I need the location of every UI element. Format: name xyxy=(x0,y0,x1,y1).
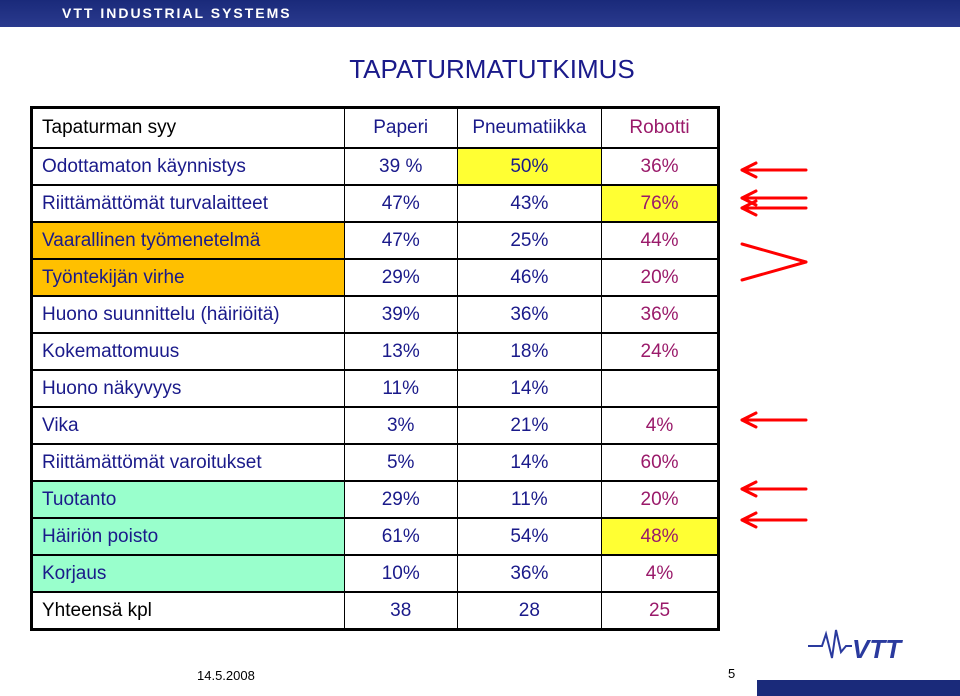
cell-pneumatiikka: 25% xyxy=(457,222,601,259)
cell-paperi: 47% xyxy=(344,222,457,259)
cell-paperi: 39% xyxy=(344,296,457,333)
row-label: Riittämättömät varoitukset xyxy=(32,444,345,481)
cell-robotti: 25 xyxy=(602,592,719,630)
row-label: Kokemattomuus xyxy=(32,333,345,370)
cell-robotti: 4% xyxy=(602,407,719,444)
cell-robotti: 44% xyxy=(602,222,719,259)
arrow-icon xyxy=(742,513,806,527)
vtt-logo xyxy=(808,626,908,671)
cell-paperi: 10% xyxy=(344,555,457,592)
vtt-logo-icon xyxy=(808,626,908,666)
row-label: Työntekijän virhe xyxy=(32,259,345,296)
cell-pneumatiikka: 43% xyxy=(457,185,601,222)
arrow-icon xyxy=(742,482,806,496)
row-label: Yhteensä kpl xyxy=(32,592,345,630)
cell-pneumatiikka: 21% xyxy=(457,407,601,444)
cell-robotti: 36% xyxy=(602,296,719,333)
slide-title: TAPATURMATUTKIMUS xyxy=(349,54,635,84)
row-label: Häiriön poisto xyxy=(32,518,345,555)
cell-paperi: 47% xyxy=(344,185,457,222)
header-pneumatiikka: Pneumatiikka xyxy=(457,108,601,149)
cell-pneumatiikka: 36% xyxy=(457,555,601,592)
cell-paperi: 29% xyxy=(344,481,457,518)
row-label: Vika xyxy=(32,407,345,444)
row-label: Korjaus xyxy=(32,555,345,592)
cell-robotti: 20% xyxy=(602,481,719,518)
arrow-bracket-icon xyxy=(742,244,806,280)
arrow-icon xyxy=(742,163,806,177)
logo-text: VTT xyxy=(852,634,902,664)
cell-paperi: 5% xyxy=(344,444,457,481)
cell-robotti: 48% xyxy=(602,518,719,555)
cell-pneumatiikka: 54% xyxy=(457,518,601,555)
row-label: Huono näkyvyys xyxy=(32,370,345,407)
cell-paperi: 13% xyxy=(344,333,457,370)
cell-robotti: 20% xyxy=(602,259,719,296)
cell-pneumatiikka: 28 xyxy=(457,592,601,630)
cell-paperi: 38 xyxy=(344,592,457,630)
cell-robotti: 24% xyxy=(602,333,719,370)
cell-paperi: 29% xyxy=(344,259,457,296)
cell-robotti: 76% xyxy=(602,185,719,222)
arrow-icon xyxy=(742,413,806,427)
cell-robotti: 60% xyxy=(602,444,719,481)
cell-paperi: 39 % xyxy=(344,148,457,185)
row-label: Tuotanto xyxy=(32,481,345,518)
brand-text: VTT INDUSTRIAL SYSTEMS xyxy=(62,5,292,21)
cell-paperi: 3% xyxy=(344,407,457,444)
row-label: Vaarallinen työmenetelmä xyxy=(32,222,345,259)
cell-paperi: 61% xyxy=(344,518,457,555)
header-paperi: Paperi xyxy=(344,108,457,149)
cell-pneumatiikka: 50% xyxy=(457,148,601,185)
row-label: Huono suunnittelu (häiriöitä) xyxy=(32,296,345,333)
cell-pneumatiikka: 11% xyxy=(457,481,601,518)
cell-robotti: 4% xyxy=(602,555,719,592)
cell-pneumatiikka: 14% xyxy=(457,444,601,481)
cell-pneumatiikka: 14% xyxy=(457,370,601,407)
page-number: 5 xyxy=(728,666,736,681)
header-cause: Tapaturman syy xyxy=(32,108,345,149)
cell-pneumatiikka: 18% xyxy=(457,333,601,370)
footer-date: 14.5.2008 xyxy=(197,668,255,683)
cell-pneumatiikka: 36% xyxy=(457,296,601,333)
cell-paperi: 11% xyxy=(344,370,457,407)
row-label: Riittämättömät turvalaitteet xyxy=(32,185,345,222)
arrow-icon xyxy=(742,201,806,215)
row-label: Odottamaton käynnistys xyxy=(32,148,345,185)
header-robotti: Robotti xyxy=(602,108,719,149)
cell-pneumatiikka: 46% xyxy=(457,259,601,296)
cell-robotti: 36% xyxy=(602,148,719,185)
footer-bar xyxy=(757,680,960,696)
